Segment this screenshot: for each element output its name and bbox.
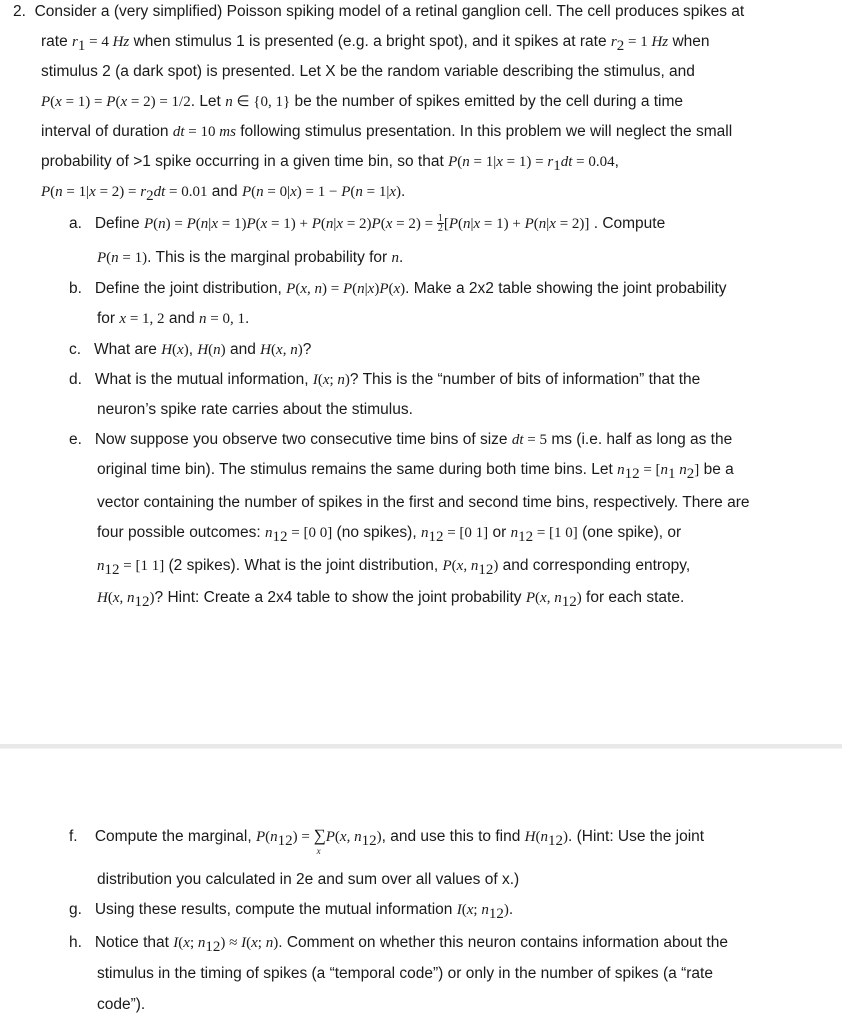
part-e-label: e. <box>69 431 82 448</box>
intro-line-5: interval of duration dt = 10 ms following stimulus presentation. In this problem we will neglect the small <box>41 123 733 140</box>
part-h-label: h. <box>69 934 82 951</box>
part-e-line-6: H(x, $n_{12}$)? Hint: Create a 2x4 table to show the joint probability P(x, $n_{12}$) for each state. <box>97 589 685 611</box>
part-h-line-3: code”). <box>97 996 146 1013</box>
part-d-label: d. <box>69 371 82 388</box>
part-b-label: b. <box>69 280 82 297</box>
intro-line-1 <box>13 2 744 22</box>
part-b-line-1: b. Define the joint distribution, P(x, n) = P(n|x)P(x). Make a 2x2 table showing the joint probability <box>69 280 727 297</box>
part-a-line-2: P(n = 1). This is the marginal probability for n. <box>97 249 404 266</box>
part-e-line-5: $n_{12} = [1$ 1] (2 spikes). What is the joint distribution, P(x, $n_{12}$) and corresponding entropy, <box>97 557 691 579</box>
problem-number: 2. <box>13 3 26 20</box>
intro-line-6: probability of >1 spike occurring in a given time bin, so that $P(n = 1|x = 1) = r_1dt = 0.04$, <box>41 153 619 175</box>
intro-line-3: stimulus 2 (a dark spot) is presented. Let X be the random variable describing the stimulus, and <box>41 63 695 80</box>
part-f-line-1: f. Compute the marginal, $P(n_{12})$ = ∑ x P(x, $n_{12}$), and use this to find $H(n_{12})$. (Hint: Use the joint <box>69 826 705 856</box>
intro-line-2: rate $r_1 = 4$ Hz when stimulus 1 is presented (e.g. a bright spot), and it spikes at rate $r_2 = 1$ Hz when <box>41 33 710 55</box>
page-divider-shadow <box>0 748 842 749</box>
part-h-line-1: h. Notice that I(x; $n_{12}) \approx I(x$; n). Comment on whether this neuron contains information about the <box>69 934 728 956</box>
part-a-label: a. <box>69 215 82 232</box>
part-e-line-2: original time bin). The stimulus remains the same during both time bins. Let $n_{12} = [n_1$ $n_2$] be a <box>97 461 734 483</box>
part-e-line-1: e. Now suppose you observe two consecutive time bins of size dt = 5 ms (i.e. half as long as the <box>69 431 733 448</box>
part-b-line-2: for x = 1, 2 and n = 0, 1. <box>97 310 250 327</box>
intro-line-4: P(x = 1) = P(x = 2) = 1/2. Let n ∈ {0, 1} be the number of spikes emitted by the cell during a time <box>41 93 684 110</box>
intro-line-7: $P(n = 1|x = 2) = r_2dt = 0.01$ and P(n = 0|x) = 1 − P(n = 1|x). <box>41 183 406 205</box>
part-f-label: f. <box>69 828 78 845</box>
part-d-line-2: neuron’s spike rate carries about the stimulus. <box>97 401 413 418</box>
part-g-label: g. <box>69 901 82 918</box>
part-g-line-1: g. Using these results, compute the mutual information I(x; $n_{12}$). <box>69 901 514 923</box>
part-e-line-4: four possible outcomes: $n_{12} = [0$ 0] (no spikes), $n_{12} = [0$ 1] or $n_{12} = [1$ 0] (one spike), or <box>97 524 682 546</box>
part-c-label: c. <box>69 341 82 358</box>
part-h-line-2: stimulus in the timing of spikes (a “temporal code”) or only in the number of spikes (a “rate <box>97 965 713 982</box>
part-d-line-1: d. What is the mutual information, I(x; n)? This is the “number of bits of information” that the <box>69 371 701 388</box>
intro-text: Consider a (very simplified) Poisson spiking model of a retinal ganglion cell. The cell produces spikes at <box>34 3 745 20</box>
part-a-line-1: a. Define P(n) = P(n|x = 1)P(x = 1) + P(n|x = 2)P(x = 2) = $\frac{1}{2}$ [P(n|x = 1) + P(n|x = 2)] . Compute <box>69 213 666 235</box>
part-c-line-1: c. What are H(x), H(n) and H(x, n)? <box>69 341 312 358</box>
part-f-line-2: distribution you calculated in 2e and sum over all values of x.) <box>97 871 520 888</box>
part-e-line-3: vector containing the number of spikes in the first and second time bins, respectively. There are <box>97 494 750 511</box>
